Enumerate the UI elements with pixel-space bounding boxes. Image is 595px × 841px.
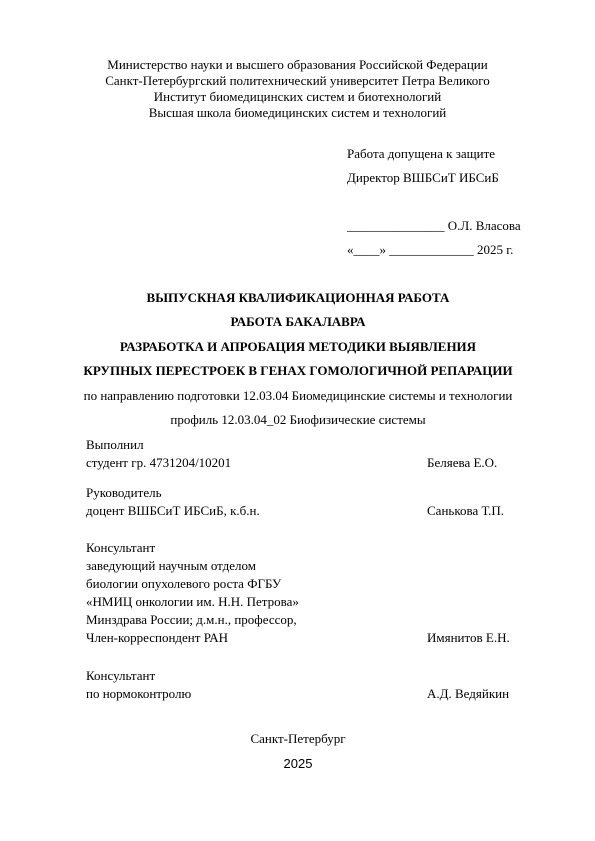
normcontrol-role: Консультант <box>86 668 156 683</box>
author-role: Выполнил <box>86 437 144 452</box>
author-name: Беляева Е.О. <box>427 455 498 470</box>
normcontrol-name: А.Д. Ведяйкин <box>427 686 510 701</box>
approval-director: Директор ВШБСиТ ИБСиБ <box>347 170 499 185</box>
school-line: Высшая школа биомедицинских систем и технологий <box>148 105 447 120</box>
supervisor-position: доцент ВШБСиТ ИБСиБ, к.б.н. <box>86 503 260 518</box>
study-direction: по направлению подготовки 12.03.04 Биомедицинские системы и технологии <box>83 388 513 403</box>
footer-city: Санкт-Петербург <box>250 731 346 746</box>
consultant-position-line: Член-корреспондент РАН <box>86 630 229 645</box>
consultant-position-line: «НМИЦ онкологии им. Н.Н. Петрова» <box>86 594 299 609</box>
study-profile: профиль 12.03.04_02 Биофизические системы <box>170 412 426 427</box>
consultant-position-line: заведующий научным отделом <box>86 558 257 573</box>
degree-title: РАБОТА БАКАЛАВРА <box>230 314 366 329</box>
work-type-title: ВЫПУСКНАЯ КВАЛИФИКАЦИОННАЯ РАБОТА <box>146 290 450 305</box>
author-position: студент гр. 4731204/10201 <box>86 455 232 470</box>
institute-line: Институт биомедицинских систем и биотехнологий <box>153 89 442 104</box>
supervisor-role: Руководитель <box>86 485 162 500</box>
approval-date: «____» _____________ 2025 г. <box>347 242 514 257</box>
ministry-line: Министерство науки и высшего образования Российской Федерации <box>107 57 488 72</box>
supervisor-name: Санькова Т.П. <box>427 503 504 518</box>
consultant-role: Консультант <box>86 540 156 555</box>
thesis-title-line1: РАЗРАБОТКА И АПРОБАЦИЯ МЕТОДИКИ ВЫЯВЛЕНИЯ <box>119 339 477 354</box>
approval-admitted: Работа допущена к защите <box>347 146 496 161</box>
footer-year: 2025 <box>283 756 313 771</box>
consultant-position-line: биологии опухолевого роста ФГБУ <box>86 576 282 591</box>
consultant-name: Имянитов Е.Н. <box>427 630 510 645</box>
university-line: Санкт-Петербургский политехнический университет Петра Великого <box>105 73 490 88</box>
approval-signature: _______________ О.Л. Власова <box>347 218 521 233</box>
thesis-title-line2: КРУПНЫХ ПЕРЕСТРОЕК В ГЕНАХ ГОМОЛОГИЧНОЙ РЕПАРАЦИИ <box>83 363 513 378</box>
normcontrol-position: по нормоконтролю <box>86 686 192 701</box>
consultant-position-line: Минздрава России; д.м.н., профессор, <box>86 612 297 627</box>
